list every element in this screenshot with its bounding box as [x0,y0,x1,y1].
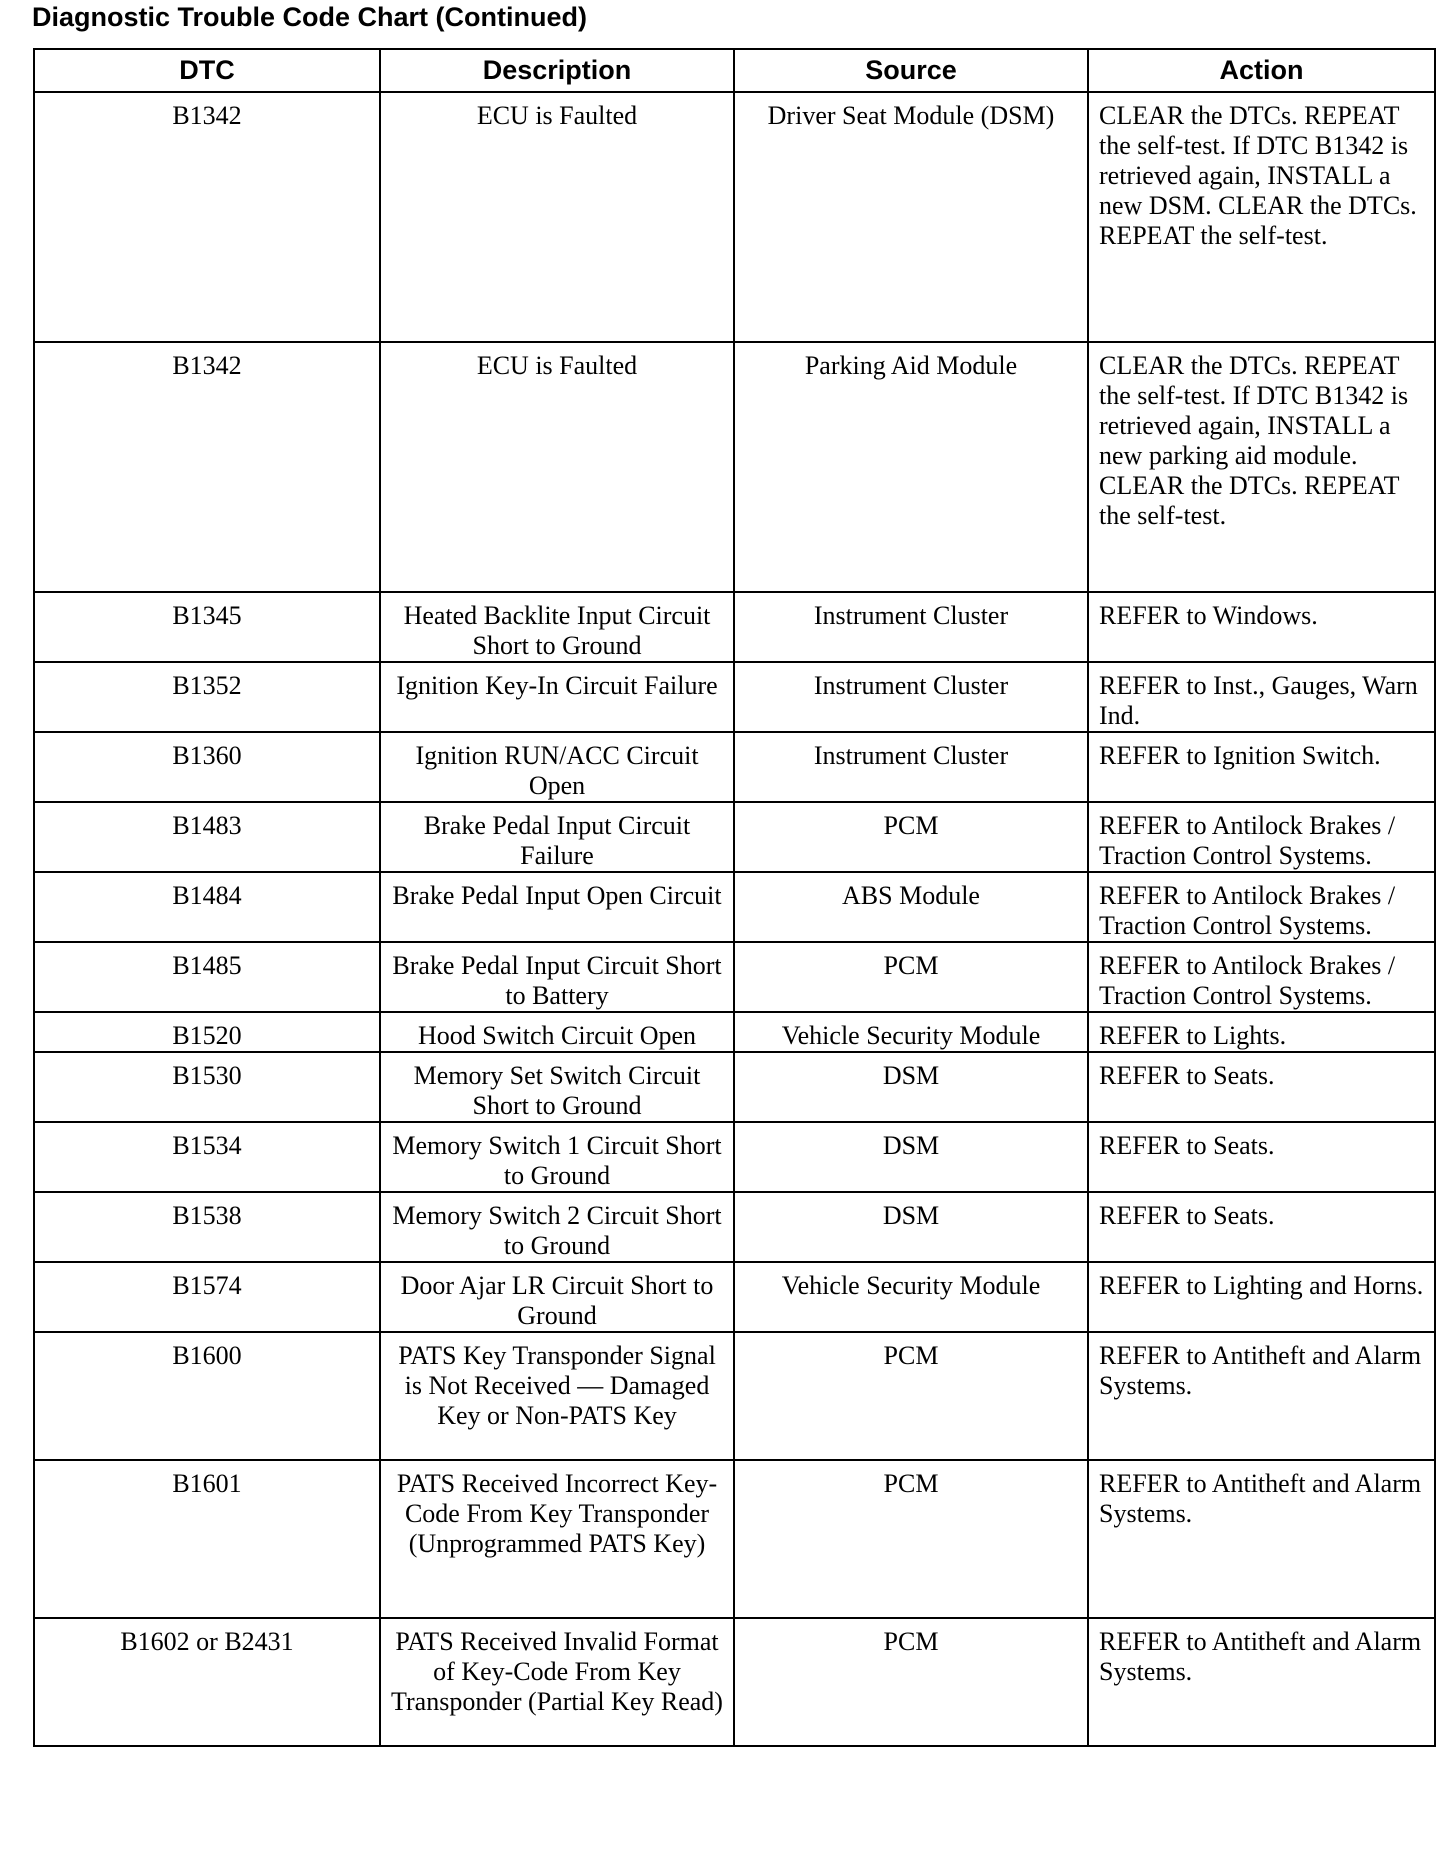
column-header-dtc: DTC [34,49,380,92]
source-cell: DSM [734,1052,1088,1122]
table-row [34,592,1435,662]
table-row [34,1618,1435,1746]
dtc-cell: B1520 [34,1012,380,1052]
table-row [34,1460,1435,1618]
dtc-table [33,48,1436,1747]
source-cell: Instrument Cluster [734,662,1088,732]
description-cell: PATS Received Invalid Format of Key-Code From Key Transponder (Partial Key Read) [380,1618,734,1746]
dtc-cell: B1484 [34,872,380,942]
description-cell: Brake Pedal Input Circuit Short to Battery [380,942,734,1012]
dtc-cell: B1600 [34,1332,380,1460]
table-row [34,1192,1435,1262]
dtc-cell: B1352 [34,662,380,732]
table-row [34,942,1435,1012]
source-cell: DSM [734,1192,1088,1262]
source-cell: Vehicle Security Module [734,1012,1088,1052]
action-cell: REFER to Antitheft and Alarm Systems. [1088,1618,1435,1746]
source-cell: DSM [734,1122,1088,1192]
dtc-cell: B1530 [34,1052,380,1122]
action-cell: REFER to Seats. [1088,1052,1435,1122]
action-cell: REFER to Antilock Brakes / Traction Control Systems. [1088,942,1435,1012]
description-cell: Hood Switch Circuit Open [380,1012,734,1052]
column-header-source: Source [734,49,1088,92]
table-row [34,1122,1435,1192]
action-cell: REFER to Inst., Gauges, Warn Ind. [1088,662,1435,732]
source-cell: Parking Aid Module [734,342,1088,592]
column-header-description: Description [380,49,734,92]
action-cell: REFER to Antitheft and Alarm Systems. [1088,1460,1435,1618]
dtc-cell: B1342 [34,92,380,342]
action-cell: CLEAR the DTCs. REPEAT the self-test. If DTC B1342 is retrieved again, INSTALL a new parking aid module. CLEAR the DTCs. REPEAT the self-test. [1088,342,1435,592]
dtc-cell: B1485 [34,942,380,1012]
table-row [34,342,1435,592]
dtc-cell: B1483 [34,802,380,872]
dtc-cell: B1534 [34,1122,380,1192]
description-cell: Memory Set Switch Circuit Short to Ground [380,1052,734,1122]
source-cell: PCM [734,1460,1088,1618]
description-cell: Brake Pedal Input Circuit Failure [380,802,734,872]
table-row [34,802,1435,872]
action-cell: REFER to Antilock Brakes / Traction Control Systems. [1088,802,1435,872]
action-cell: REFER to Antilock Brakes / Traction Control Systems. [1088,872,1435,942]
action-cell: CLEAR the DTCs. REPEAT the self-test. If DTC B1342 is retrieved again, INSTALL a new DSM. CLEAR the DTCs. REPEAT the self-test. [1088,92,1435,342]
description-cell: PATS Received Incorrect Key-Code From Key Transponder (Unprogrammed PATS Key) [380,1460,734,1618]
table-header-row [34,49,1435,92]
table-row [34,1052,1435,1122]
dtc-cell: B1538 [34,1192,380,1262]
source-cell: Driver Seat Module (DSM) [734,92,1088,342]
action-cell: REFER to Lighting and Horns. [1088,1262,1435,1332]
dtc-cell: B1345 [34,592,380,662]
dtc-cell: B1574 [34,1262,380,1332]
source-cell: PCM [734,1332,1088,1460]
description-cell: ECU is Faulted [380,92,734,342]
table-row [34,92,1435,342]
source-cell: ABS Module [734,872,1088,942]
source-cell: Instrument Cluster [734,592,1088,662]
dtc-cell: B1602 or B2431 [34,1618,380,1746]
action-cell: REFER to Seats. [1088,1192,1435,1262]
description-cell: Memory Switch 2 Circuit Short to Ground [380,1192,734,1262]
table-row [34,1332,1435,1460]
action-cell: REFER to Antitheft and Alarm Systems. [1088,1332,1435,1460]
action-cell: REFER to Lights. [1088,1012,1435,1052]
description-cell: Brake Pedal Input Open Circuit [380,872,734,942]
description-cell: Memory Switch 1 Circuit Short to Ground [380,1122,734,1192]
table-row [34,1012,1435,1052]
dtc-cell: B1360 [34,732,380,802]
description-cell: ECU is Faulted [380,342,734,592]
source-cell: Vehicle Security Module [734,1262,1088,1332]
column-header-action: Action [1088,49,1435,92]
description-cell: Ignition Key-In Circuit Failure [380,662,734,732]
description-cell: Heated Backlite Input Circuit Short to Ground [380,592,734,662]
table-row [34,732,1435,802]
description-cell: Ignition RUN/ACC Circuit Open [380,732,734,802]
dtc-cell: B1342 [34,342,380,592]
description-cell: PATS Key Transponder Signal is Not Received — Damaged Key or Non-PATS Key [380,1332,734,1460]
source-cell: PCM [734,802,1088,872]
action-cell: REFER to Ignition Switch. [1088,732,1435,802]
action-cell: REFER to Seats. [1088,1122,1435,1192]
source-cell: PCM [734,1618,1088,1746]
table-row [34,662,1435,732]
dtc-cell: B1601 [34,1460,380,1618]
table-row [34,1262,1435,1332]
table-row [34,872,1435,942]
source-cell: Instrument Cluster [734,732,1088,802]
description-cell: Door Ajar LR Circuit Short to Ground [380,1262,734,1332]
source-cell: PCM [734,942,1088,1012]
action-cell: REFER to Windows. [1088,592,1435,662]
page-title: Diagnostic Trouble Code Chart (Continued) [32,2,587,32]
